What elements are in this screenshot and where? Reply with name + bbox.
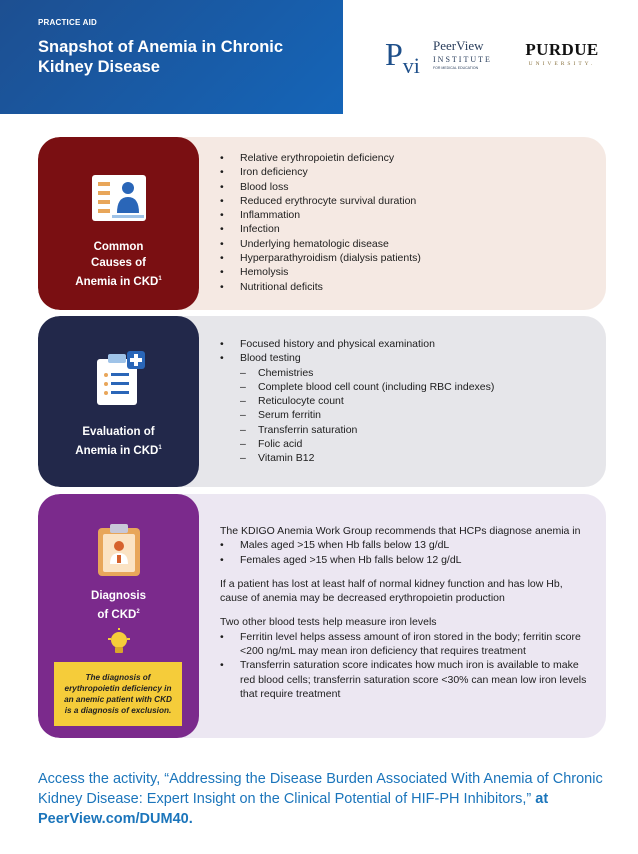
header-banner: [0, 0, 343, 114]
diagnosis-panel: [38, 494, 606, 738]
lightbulb-icon: [106, 628, 132, 658]
list-item: • Transferrin saturation score indicates how much iron is available to make red blood cells; transferrin saturation score <30% can mean low iron levels that require treatment: [220, 658, 592, 701]
evaluation-panel: [38, 316, 606, 487]
causes-panel: [38, 137, 606, 310]
list-item: – Folic acid: [220, 437, 592, 451]
list-item: • Iron deficiency: [220, 165, 592, 179]
activity-link[interactable]: at PeerView.com/DUM40.: [38, 791, 549, 827]
list-item: • Blood testing: [220, 351, 592, 365]
page-title: Snapshot of Anemia in Chronic Kidney Disease: [38, 38, 284, 76]
causes-label-block: [38, 137, 199, 310]
list-item: • Focused history and physical examination: [220, 337, 592, 351]
footer-cta: [38, 769, 608, 829]
list-item: – Serum ferritin: [220, 408, 592, 422]
list-item: – Reticulocyte count: [220, 394, 592, 408]
peerview-logo: [385, 35, 497, 77]
list-item: • Females aged >15 when Hb falls below 12 g/dL: [220, 553, 592, 567]
iron-tests-list: [220, 630, 592, 701]
evaluation-label-block: [38, 316, 199, 487]
diagnosis-callout: The diagnosis of erythropoietin deficiency in an anemic patient with CKD is a diagnosis of exclusion.: [54, 662, 182, 726]
list-item: • Hemolysis: [220, 265, 592, 279]
list-item: • Infection: [220, 222, 592, 236]
list-item: • Males aged >15 when Hb falls below 13 g/dL: [220, 538, 592, 552]
pvi-name: PeerView: [433, 38, 484, 53]
list-item: • Nutritional deficits: [220, 280, 592, 294]
list-item: • Blood loss: [220, 180, 592, 194]
list-item: • Relative erythropoietin deficiency: [220, 151, 592, 165]
diagnosis-label-block: [38, 494, 199, 738]
purdue-university: UNIVERSITY.: [528, 61, 596, 67]
iron-tests-intro: Two other blood tests help measure iron levels: [220, 616, 437, 629]
causes-list-area: [220, 151, 592, 310]
kdigo-intro: The KDIGO Anemia Work Group recommends that HCPs diagnose anemia in: [220, 525, 581, 537]
list-item: – Vitamin B12: [220, 451, 592, 465]
list-item: • Reduced erythrocyte survival duration: [220, 194, 592, 208]
hb-criteria-list: [220, 538, 592, 567]
pvi-mark: $P_{vi}$: [385, 36, 420, 78]
pvi-institute: INSTITUTE: [433, 55, 492, 64]
list-item: – Complete blood cell count (including RBC indexes): [220, 380, 592, 394]
list-item: • Ferritin level helps assess amount of iron stored in the body; ferritin score <200 ng/mL may mean iron deficiency that requires treatment: [220, 630, 592, 659]
diagnosis-label: Diagnosis of CKD$^2$: [91, 590, 146, 621]
diagnosis-text-area: [220, 524, 592, 738]
causes-label: Common Causes of Anemia in CKD$^1$: [75, 241, 162, 288]
blood-testing-sublist: [220, 366, 592, 466]
practice-aid-label: PRACTICE AID: [38, 18, 97, 27]
doctor-clipboard-icon: [96, 522, 142, 578]
list-item: – Transferrin saturation: [220, 423, 592, 437]
list-item: – Chemistries: [220, 366, 592, 380]
evaluation-list-area: [220, 337, 592, 487]
list-item: • Hyperparathyroidism (dialysis patients): [220, 251, 592, 265]
purdue-name: PURDUE: [525, 40, 599, 59]
purdue-logo: [517, 40, 607, 70]
list-item: • Underlying hematologic disease: [220, 237, 592, 251]
patient-chart-icon: [90, 173, 148, 223]
list-item: • Inflammation: [220, 208, 592, 222]
evaluation-label: Evaluation of Anemia in CKD$^1$: [75, 426, 162, 457]
causes-list: [220, 151, 592, 294]
footer-text: Access the activity, “Addressing the Disease Burden Associated With Anemia of Chronic Kidney Disease: Expert Insight on the Clinical Potential of HIF-PH Inhibitors,”: [38, 771, 603, 807]
medical-clipboard-icon: [93, 349, 149, 407]
evaluation-list: [220, 337, 592, 366]
kidney-function-paragraph: If a patient has lost at least half of normal kidney function and has low Hb, cause of anemia may be decreased erythropoietin production: [220, 577, 563, 605]
pvi-tagline: FOR MEDICAL EDUCATION: [433, 66, 479, 70]
